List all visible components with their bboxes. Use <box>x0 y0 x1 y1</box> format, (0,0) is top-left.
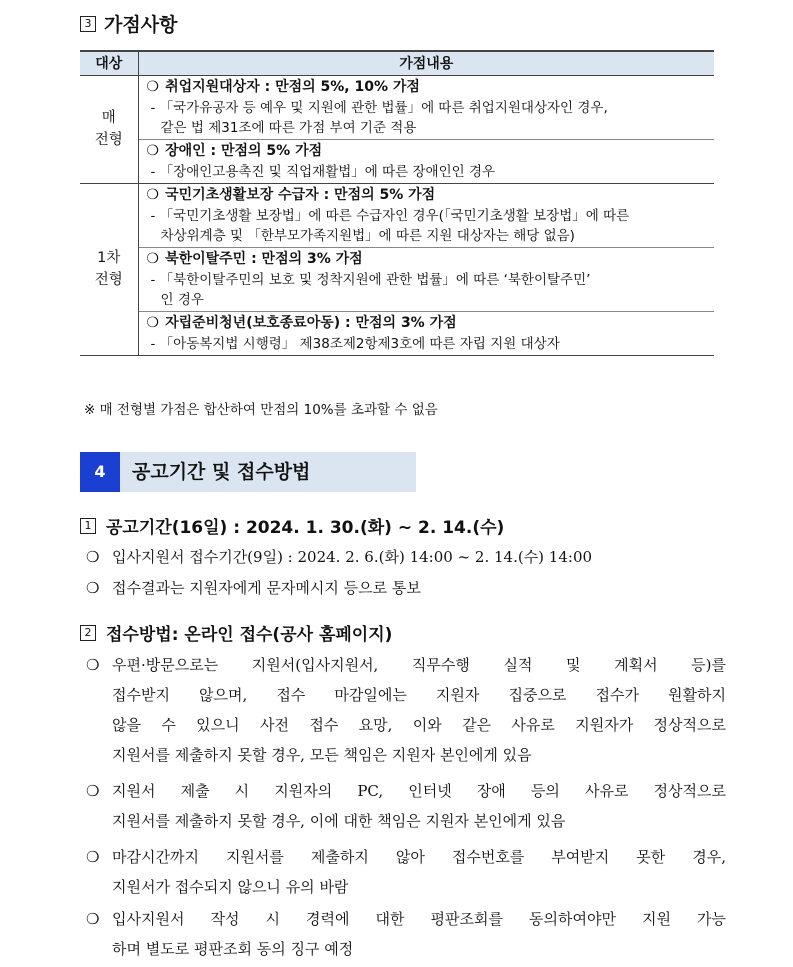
circle-bullet-icon: ❍ <box>146 142 160 159</box>
item-description: - 「북한이탈주민의 보호 및 정착지원에 관한 법률」에 따른 ‘북한이탈주민’ 인 경우 <box>150 271 591 308</box>
table-row <box>80 75 714 139</box>
content-cell <box>138 183 714 247</box>
circle-bullet-icon: ❍ <box>86 579 100 597</box>
circle-bullet-icon: ❍ <box>146 250 160 267</box>
content-cell <box>138 247 714 311</box>
item-description: - 「국민기초생활 보장법」에 따른 수급자인 경우(「국민기초생활 보장법」에 따른 차상위계층 및 「한부모가족지원법」에 따른 지원 대상자는 해당 없음) <box>150 207 630 244</box>
target-line: 전형 <box>94 132 123 148</box>
content-cell <box>138 139 714 183</box>
item-title: ❍ 장애인 : 만점의 5% 가점 <box>146 142 323 159</box>
target-line: 1차 <box>97 250 121 266</box>
subsection-number-box: 1 <box>80 518 96 534</box>
list-item: ❍ 입사지원서 접수기간(9일) : 2024. 2. 6.(화) 14:00 ~ 2. 14.(수) 14:00 <box>86 548 593 566</box>
circle-bullet-icon: ❍ <box>86 548 100 566</box>
target-cell <box>80 183 138 355</box>
section-number-badge: 4 <box>80 452 120 492</box>
target-line: 매 <box>101 110 116 126</box>
item-title: ❍ 취업지원대상자 : 만점의 5%, 10% 가점 <box>146 78 420 95</box>
table-note: ※ 매 전형별 가점은 합산하여 만점의 10%를 초과할 수 없음 <box>84 402 438 418</box>
circle-bullet-icon: ❍ <box>146 78 160 95</box>
bonus-points-table <box>80 50 714 356</box>
section-title: 공고기간 및 접수방법 <box>132 461 311 483</box>
list-item: ❍ 입사지원서 작성 시 경력에 대한 평판조회를 동의하여야만 지원 가능 하며 별도로 평판조회 동의 징구 예정 <box>86 904 726 964</box>
subsection-number-box: 2 <box>80 625 96 641</box>
item-description: - 「장애인고용촉진 및 직업재활법」에 따른 장애인인 경우 <box>150 163 496 180</box>
table-row <box>80 139 714 183</box>
item-description: - 「아동복지법 시행령」 제38조제2항제3호에 따른 자립 지원 대상자 <box>150 335 560 352</box>
subsection-heading-method <box>80 620 392 645</box>
table-row <box>80 311 714 355</box>
content-cell <box>138 75 714 139</box>
circle-bullet-icon: ❍ <box>86 656 100 674</box>
section-3-heading <box>80 10 177 37</box>
table-row <box>80 183 714 247</box>
list-item: ❍ 우편·방문으로는 지원서(입사지원서, 직무수행 실적 및 계획서 등)를 접수받지 않으며, 접수 마감일에는 지원자 집중으로 접수가 원활하지 않을 수 있으니 사전 접수 요망, 이와 같은 사유로 지원자가 정상적으로 지원서를 제출하지 못할 경우, 모든 책임은 지원자 본인에게 있음 <box>86 650 726 770</box>
list-item: ❍ 지원서 제출 시 지원자의 PC, 인터넷 장애 등의 사유로 정상적으로 지원서를 제출하지 못할 경우, 이에 대한 책임은 지원자 본인에게 있음 <box>86 776 726 836</box>
subsection-title: 공고기간(16일) : 2024. 1. 30.(화) ~ 2. 14.(수) <box>106 518 505 538</box>
item-title: ❍ 국민기초생활보장 수급자 : 만점의 5% 가점 <box>146 186 436 203</box>
item-description: - 「국가유공자 등 예우 및 지원에 관한 법률」에 따른 취업지원대상자인 경우, 같은 법 제31조에 따른 가점 부여 기준 적용 <box>150 99 608 136</box>
subsection-heading-period <box>80 513 504 538</box>
section-number-box: 3 <box>80 16 96 32</box>
target-line: 전형 <box>94 272 123 288</box>
list-item: ❍ 마감시간까지 지원서를 제출하지 않아 접수번호를 부여받지 못한 경우, 지원서가 접수되지 않으니 유의 바람 <box>86 842 726 902</box>
table-row <box>80 247 714 311</box>
circle-bullet-icon: ❍ <box>146 186 160 203</box>
circle-bullet-icon: ❍ <box>86 910 100 928</box>
content-cell <box>138 311 714 355</box>
header-content: 가점내용 <box>138 51 714 75</box>
subsection-title: 접수방법: 온라인 접수(공사 홈페이지) <box>106 625 393 645</box>
header-target: 대상 <box>80 51 138 75</box>
circle-bullet-icon: ❍ <box>86 782 100 800</box>
section-title: 가점사항 <box>104 14 178 36</box>
table-header-row <box>80 51 714 75</box>
item-title: ❍ 자립준비청년(보호종료아동) : 만점의 3% 가점 <box>146 314 457 331</box>
circle-bullet-icon: ❍ <box>146 314 160 331</box>
item-title: ❍ 북한이탈주민 : 만점의 3% 가점 <box>146 250 363 267</box>
target-cell <box>80 75 138 183</box>
circle-bullet-icon: ❍ <box>86 848 100 866</box>
section-4-banner <box>80 452 416 492</box>
list-item: ❍ 접수결과는 지원자에게 문자메시지 등으로 통보 <box>86 579 421 597</box>
